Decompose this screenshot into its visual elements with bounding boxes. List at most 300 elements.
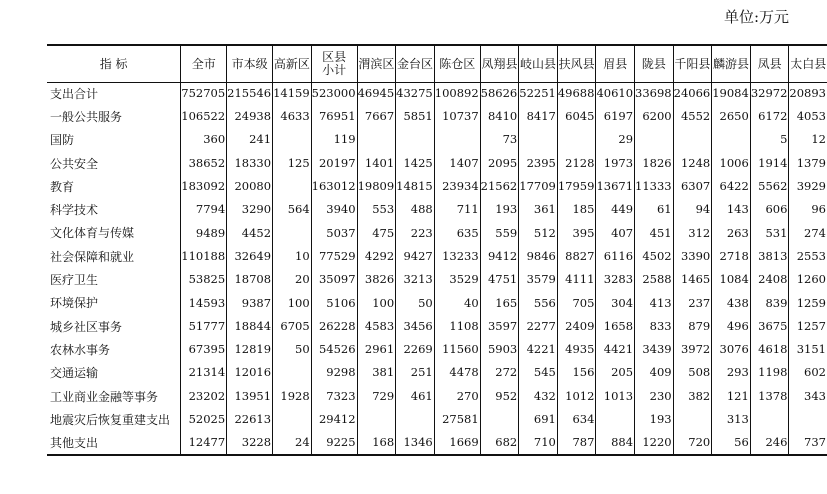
table-cell: 67395 [181, 338, 227, 361]
table-cell: 49688 [557, 82, 596, 105]
table-cell: 27581 [434, 408, 480, 431]
table-cell: 13671 [596, 175, 635, 198]
table-cell: 18708 [227, 268, 273, 291]
table-row [47, 82, 827, 105]
table-cell: 3675 [750, 315, 789, 338]
table-cell: 438 [712, 292, 751, 315]
table-cell: 313 [712, 408, 751, 431]
table-cell: 38652 [181, 152, 227, 175]
table-cell: 1379 [789, 152, 827, 175]
table-cell [273, 175, 312, 198]
row-label: 一般公共服务 [50, 109, 123, 124]
table-cell: 94 [673, 198, 712, 221]
table-cell [673, 129, 712, 152]
table-cell: 839 [750, 292, 789, 315]
table-cell [273, 129, 312, 152]
table-cell: 1407 [434, 152, 480, 175]
table-cell [273, 222, 312, 245]
table-cell: 833 [635, 315, 674, 338]
table-cell: 121 [712, 385, 751, 408]
column-header: 扶风县 [557, 45, 596, 82]
table-cell: 361 [519, 198, 558, 221]
table-cell: 4935 [557, 338, 596, 361]
table-cell: 21562 [480, 175, 519, 198]
table-cell: 3940 [311, 198, 357, 221]
row-label: 地震灾后恢复重建支出 [50, 412, 171, 427]
table-cell: 553 [357, 198, 396, 221]
table-row [47, 222, 827, 245]
table-cell: 77529 [311, 245, 357, 268]
table-cell [596, 408, 635, 431]
table-cell: 1006 [712, 152, 751, 175]
table-cell: 879 [673, 315, 712, 338]
table-cell: 9298 [311, 362, 357, 385]
table-cell: 9846 [519, 245, 558, 268]
table-cell: 1346 [396, 431, 435, 454]
table-cell: 545 [519, 362, 558, 385]
table-cell: 559 [480, 222, 519, 245]
table-cell: 183092 [181, 175, 227, 198]
table-cell: 54526 [311, 338, 357, 361]
row-label: 其他支出 [47, 431, 181, 454]
table-row [47, 431, 827, 454]
column-header: 全市 [181, 45, 227, 82]
table-cell: 382 [673, 385, 712, 408]
table-cell: 5903 [480, 338, 519, 361]
table-cell: 602 [789, 362, 827, 385]
table-row [47, 198, 827, 221]
column-header: 太白县 [789, 45, 827, 82]
table-cell: 461 [396, 385, 435, 408]
table-cell: 2650 [712, 105, 751, 128]
table-row [47, 362, 827, 385]
table-cell: 3579 [519, 268, 558, 291]
table-cell: 475 [357, 222, 396, 245]
table-cell: 3439 [635, 338, 674, 361]
table-cell: 1012 [557, 385, 596, 408]
table-row [47, 105, 827, 128]
table-cell: 185 [557, 198, 596, 221]
table-cell: 32972 [750, 82, 789, 105]
table-row [47, 175, 827, 198]
column-header: 陇县 [635, 45, 674, 82]
table-cell: 4452 [227, 222, 273, 245]
table-cell: 19084 [712, 82, 751, 105]
column-header: 高新区 [273, 45, 312, 82]
table-cell: 710 [519, 431, 558, 454]
table-cell: 682 [480, 431, 519, 454]
table-cell: 381 [357, 362, 396, 385]
table-row [47, 129, 827, 152]
table-cell: 720 [673, 431, 712, 454]
unit-label: 单位:万元 [723, 8, 789, 26]
table-cell: 2095 [480, 152, 519, 175]
table-cell: 3228 [227, 431, 273, 454]
table-cell [357, 408, 396, 431]
table-cell: 24 [273, 431, 312, 454]
table-cell: 6197 [596, 105, 635, 128]
table-cell [519, 129, 558, 152]
table-cell: 4751 [480, 268, 519, 291]
table-cell: 3529 [434, 268, 480, 291]
county-subtotal-line2: 小计 [322, 62, 347, 77]
row-label: 国防 [50, 133, 75, 148]
table-cell: 449 [596, 198, 635, 221]
table-cell: 1108 [434, 315, 480, 338]
table-cell: 18844 [227, 315, 273, 338]
table-cell: 737 [789, 431, 827, 454]
table-cell: 11560 [434, 338, 480, 361]
table-cell: 409 [635, 362, 674, 385]
row-label: 文化体育与传媒 [50, 226, 135, 241]
table-cell: 13233 [434, 245, 480, 268]
table-cell: 5562 [750, 175, 789, 198]
table-cell: 96 [789, 198, 827, 221]
table-cell: 2269 [396, 338, 435, 361]
table-cell: 272 [480, 362, 519, 385]
table-cell [557, 129, 596, 152]
table-cell: 635 [434, 222, 480, 245]
table-cell: 2409 [557, 315, 596, 338]
table-cell: 2961 [357, 338, 396, 361]
table-cell: 40610 [596, 82, 635, 105]
table-cell: 1378 [750, 385, 789, 408]
table-cell: 18330 [227, 152, 273, 175]
table-cell: 5 [750, 129, 789, 152]
table-cell: 241 [227, 129, 273, 152]
table-cell: 2718 [712, 245, 751, 268]
table-cell: 19809 [357, 175, 396, 198]
table-cell: 24066 [673, 82, 712, 105]
row-label: 交通运输 [50, 366, 99, 381]
table-cell: 304 [596, 292, 635, 315]
table-cell: 884 [596, 431, 635, 454]
table-row [47, 408, 827, 431]
table-cell: 6200 [635, 105, 674, 128]
table-cell: 100892 [434, 82, 480, 105]
table-cell: 4221 [519, 338, 558, 361]
table-cell: 1669 [434, 431, 480, 454]
table-cell: 52251 [519, 82, 558, 105]
table-cell: 23934 [434, 175, 480, 198]
expenditure-table [47, 44, 827, 456]
table-cell: 76951 [311, 105, 357, 128]
table-cell: 4478 [434, 362, 480, 385]
column-header: 陈仓区 [434, 45, 480, 82]
table-cell: 12016 [227, 362, 273, 385]
table-cell: 12477 [181, 431, 227, 454]
table-cell: 6705 [273, 315, 312, 338]
table-cell: 119 [311, 129, 357, 152]
table-cell: 3151 [789, 338, 827, 361]
table-cell: 7794 [181, 198, 227, 221]
column-header: 凤翔县 [480, 45, 519, 82]
table-cell: 14159 [273, 82, 312, 105]
table-cell: 73 [480, 129, 519, 152]
table-cell: 4552 [673, 105, 712, 128]
table-cell: 4583 [357, 315, 396, 338]
table-cell: 53825 [181, 268, 227, 291]
table-cell: 10737 [434, 105, 480, 128]
table-cell: 705 [557, 292, 596, 315]
table-cell: 360 [181, 129, 227, 152]
row-label: 医疗卫生 [50, 273, 99, 288]
table-cell: 3290 [227, 198, 273, 221]
table-cell: 451 [635, 222, 674, 245]
table-cell: 634 [557, 408, 596, 431]
table-cell: 7323 [311, 385, 357, 408]
table-cell: 193 [480, 198, 519, 221]
column-header: 千阳县 [673, 45, 712, 82]
table-cell: 6307 [673, 175, 712, 198]
table-cell: 531 [750, 222, 789, 245]
table-cell [396, 129, 435, 152]
table-cell: 223 [396, 222, 435, 245]
table-cell: 17709 [519, 175, 558, 198]
table-cell: 3826 [357, 268, 396, 291]
table-cell: 6422 [712, 175, 751, 198]
table-cell [480, 408, 519, 431]
table-cell: 488 [396, 198, 435, 221]
table-cell: 4292 [357, 245, 396, 268]
table-cell: 143 [712, 198, 751, 221]
table-cell: 432 [519, 385, 558, 408]
table-cell: 20 [273, 268, 312, 291]
row-label: 工业商业金融等事务 [50, 389, 159, 404]
table-cell: 787 [557, 431, 596, 454]
table-cell: 3283 [596, 268, 635, 291]
table-cell: 9427 [396, 245, 435, 268]
table-row [47, 245, 827, 268]
table-cell: 61 [635, 198, 674, 221]
table-cell: 8410 [480, 105, 519, 128]
table-cell: 343 [789, 385, 827, 408]
table-cell: 165 [480, 292, 519, 315]
table-cell: 1425 [396, 152, 435, 175]
table-cell: 35097 [311, 268, 357, 291]
column-header: 岐山县 [519, 45, 558, 82]
table-cell: 12 [789, 129, 827, 152]
table-cell [789, 408, 827, 431]
table-cell: 230 [635, 385, 674, 408]
table-cell: 1257 [789, 315, 827, 338]
table-cell: 274 [789, 222, 827, 245]
table-cell: 205 [596, 362, 635, 385]
table-cell: 50 [273, 338, 312, 361]
table-cell: 58626 [480, 82, 519, 105]
table-cell: 4502 [635, 245, 674, 268]
table-cell: 40 [434, 292, 480, 315]
table-cell: 46945 [357, 82, 396, 105]
table-cell: 752705 [181, 82, 227, 105]
table-cell: 20893 [789, 82, 827, 105]
table-cell: 100 [273, 292, 312, 315]
table-cell: 32649 [227, 245, 273, 268]
table-cell: 2408 [750, 268, 789, 291]
column-header: 市本级 [227, 45, 273, 82]
column-header: 凤县 [750, 45, 789, 82]
table-cell: 9225 [311, 431, 357, 454]
table-cell: 14815 [396, 175, 435, 198]
table-cell: 51777 [181, 315, 227, 338]
row-label: 城乡社区事务 [50, 319, 123, 334]
table-cell [673, 408, 712, 431]
table-cell: 4633 [273, 105, 312, 128]
table-cell: 293 [712, 362, 751, 385]
table-cell: 163012 [311, 175, 357, 198]
table-cell: 496 [712, 315, 751, 338]
table-cell: 1084 [712, 268, 751, 291]
table-cell: 20080 [227, 175, 273, 198]
table-cell: 246 [750, 431, 789, 454]
table-cell: 3929 [789, 175, 827, 198]
table-cell: 1260 [789, 268, 827, 291]
table-cell: 2395 [519, 152, 558, 175]
table-cell: 1658 [596, 315, 635, 338]
table-cell: 9387 [227, 292, 273, 315]
table-cell: 1013 [596, 385, 635, 408]
table-row [47, 152, 827, 175]
table-cell [750, 408, 789, 431]
table-cell: 20197 [311, 152, 357, 175]
table-cell: 193 [635, 408, 674, 431]
table-cell: 43275 [396, 82, 435, 105]
table-cell: 5106 [311, 292, 357, 315]
table-cell: 4618 [750, 338, 789, 361]
table-cell: 56 [712, 431, 751, 454]
table-cell: 1928 [273, 385, 312, 408]
county-subtotal-line1: 区县 [322, 49, 347, 64]
indicator-header: 指 标 [47, 45, 181, 82]
table-cell: 691 [519, 408, 558, 431]
table-cell: 22613 [227, 408, 273, 431]
table-cell: 3456 [396, 315, 435, 338]
row-label: 科学技术 [50, 203, 99, 218]
table-cell: 5851 [396, 105, 435, 128]
table-cell: 52025 [181, 408, 227, 431]
table-cell: 508 [673, 362, 712, 385]
table-cell: 564 [273, 198, 312, 221]
table-cell: 2553 [789, 245, 827, 268]
table-row [47, 292, 827, 315]
table-cell: 12819 [227, 338, 273, 361]
table-cell: 33698 [635, 82, 674, 105]
table-row [47, 338, 827, 361]
table-cell: 1973 [596, 152, 635, 175]
row-label: 农林水事务 [50, 342, 111, 357]
table-cell: 3076 [712, 338, 751, 361]
table-cell: 263 [712, 222, 751, 245]
table-cell [357, 129, 396, 152]
table-cell [273, 362, 312, 385]
row-label: 社会保障和就业 [50, 249, 135, 264]
table-cell: 523000 [311, 82, 357, 105]
header-row [47, 45, 827, 82]
table-cell: 407 [596, 222, 635, 245]
row-label: 支出合计 [50, 86, 99, 101]
table-cell: 1465 [673, 268, 712, 291]
table-cell: 156 [557, 362, 596, 385]
table-cell: 4111 [557, 268, 596, 291]
table-cell: 413 [635, 292, 674, 315]
table-cell: 1826 [635, 152, 674, 175]
row-label: 公共安全 [50, 156, 99, 171]
row-label: 环境保护 [50, 296, 99, 311]
table-cell: 711 [434, 198, 480, 221]
table-cell: 29 [596, 129, 635, 152]
table-cell [712, 129, 751, 152]
table-cell: 556 [519, 292, 558, 315]
table-cell: 1914 [750, 152, 789, 175]
table-cell [396, 408, 435, 431]
table-cell: 3813 [750, 245, 789, 268]
table-cell: 1248 [673, 152, 712, 175]
table-cell: 6045 [557, 105, 596, 128]
column-header: 麟游县 [712, 45, 751, 82]
table-cell: 312 [673, 222, 712, 245]
table-cell [434, 129, 480, 152]
table-cell: 50 [396, 292, 435, 315]
table-cell: 14593 [181, 292, 227, 315]
table-cell: 4421 [596, 338, 635, 361]
table-cell: 26228 [311, 315, 357, 338]
table-cell: 6172 [750, 105, 789, 128]
table-cell: 168 [357, 431, 396, 454]
table-cell [273, 408, 312, 431]
table-row [47, 315, 827, 338]
table-cell: 270 [434, 385, 480, 408]
table-cell: 9489 [181, 222, 227, 245]
table-cell: 2128 [557, 152, 596, 175]
table-cell: 100 [357, 292, 396, 315]
table-cell: 2277 [519, 315, 558, 338]
table-cell: 29412 [311, 408, 357, 431]
table-cell: 9412 [480, 245, 519, 268]
row-label: 教育 [50, 179, 75, 194]
table-cell: 215546 [227, 82, 273, 105]
table-cell: 729 [357, 385, 396, 408]
table-cell: 1259 [789, 292, 827, 315]
table-cell: 13951 [227, 385, 273, 408]
table-cell: 3597 [480, 315, 519, 338]
table-cell: 106522 [181, 105, 227, 128]
table-cell: 952 [480, 385, 519, 408]
table-cell: 4053 [789, 105, 827, 128]
table-cell [635, 129, 674, 152]
table-cell: 3972 [673, 338, 712, 361]
table-row [47, 385, 827, 408]
table-cell: 17959 [557, 175, 596, 198]
table-cell: 237 [673, 292, 712, 315]
table-cell: 2588 [635, 268, 674, 291]
table-cell: 8417 [519, 105, 558, 128]
table-cell: 3390 [673, 245, 712, 268]
table-cell: 6116 [596, 245, 635, 268]
table-cell: 125 [273, 152, 312, 175]
table-cell: 512 [519, 222, 558, 245]
table-cell: 21314 [181, 362, 227, 385]
column-header-county-subtotal [311, 45, 357, 82]
table-cell: 395 [557, 222, 596, 245]
table-cell: 110188 [181, 245, 227, 268]
table-cell: 7667 [357, 105, 396, 128]
table-cell: 5037 [311, 222, 357, 245]
table-cell: 251 [396, 362, 435, 385]
column-header: 眉县 [596, 45, 635, 82]
table-cell: 24938 [227, 105, 273, 128]
table-cell: 23202 [181, 385, 227, 408]
column-header: 渭滨区 [357, 45, 396, 82]
